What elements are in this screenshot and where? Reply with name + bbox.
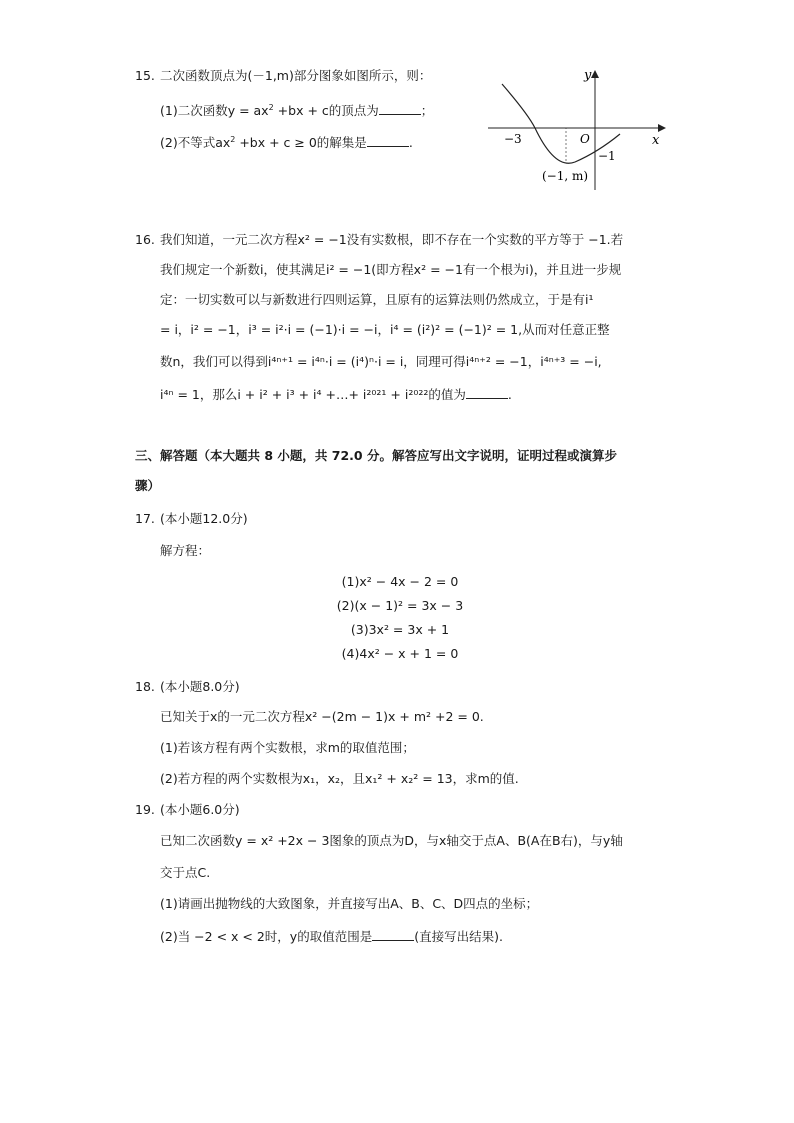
neg1-label: −1 xyxy=(598,149,616,163)
q15-part2: (2)不等式$ax^2 +bx + c \ge 0$的解集是 . xyxy=(160,135,413,151)
q16-line6 xyxy=(160,386,512,403)
q16-blank[interactable] xyxy=(466,386,508,399)
q16-line2: 我们规定一个新数i，使其满足i² = −1(即方程x² = −1有一个根为i)，并且进一步规 xyxy=(160,262,622,277)
q15-part2-post: +bx + c ≥ 0的解集是 xyxy=(235,135,367,151)
q15-number: 15. xyxy=(135,68,155,83)
q15-part1-end: ； xyxy=(420,103,434,119)
x-label: x xyxy=(652,133,660,148)
q15-part1: (1)二次函数$y = ax^2 +bx + c$的顶点为 ； xyxy=(160,103,434,119)
q18-part1: (1)若该方程有两个实数根，求m的取值范围； xyxy=(160,740,415,755)
q19-part2 xyxy=(160,928,503,945)
q15-part1-blank[interactable] xyxy=(379,102,421,115)
q16-line4: = i，i² = −1，i³ = i²·i = (−1)·i = −i，i⁴ = (i²)² = (−1)² = 1,从而对任意正整 xyxy=(160,322,610,337)
q17-eq1: (1)x² − 4x − 2 = 0 xyxy=(341,574,459,589)
q15-part2-end: . xyxy=(408,135,413,151)
q17-eq3: (3)3x² = 3x + 1 xyxy=(350,622,450,637)
q19-part2-pre: (2)当 −2 < x < 2时，y的取值范围是 xyxy=(160,929,373,944)
x-axis-arrow xyxy=(658,124,666,132)
q15-part2-blank[interactable] xyxy=(367,134,409,147)
q19-score: (本小题6.0分) xyxy=(160,802,240,817)
neg3-label: −3 xyxy=(504,132,522,146)
q16-line3: 定：一切实数可以与新数进行四则运算，且原有的运算法则仍然成立，于是有i¹ xyxy=(160,292,594,307)
q19-part1: (1)请画出抛物线的大致图象，并直接写出A、B、C、D四点的坐标； xyxy=(160,896,539,911)
q17-number: 17. xyxy=(135,511,155,526)
q16-line1: 我们知道，一元二次方程x² = −1没有实数根，即不存在一个实数的平方等于 −1.若 xyxy=(160,232,624,247)
q15-part1-pre: (1)二次函数y = ax xyxy=(160,103,269,119)
y-label: y xyxy=(584,68,592,83)
q15-parabola-figure xyxy=(480,62,670,192)
q15-part2-pre: (2)不等式ax xyxy=(160,135,231,151)
q16-line6-text: i⁴ⁿ = 1，那么i + i² + i³ + i⁴ +…+ i²⁰²¹ + i²⁰²²的值为 xyxy=(160,387,466,402)
q18-part2: (2)若方程的两个实数根为x₁，x₂，且x₁² + x₂² = 13，求m的值. xyxy=(160,771,519,786)
q18-stem: 已知关于x的一元二次方程x² −(2m − 1)x + m² +2 = 0. xyxy=(160,709,484,724)
q16-line6-end: . xyxy=(507,387,512,402)
q19-number: 19. xyxy=(135,802,155,817)
y-axis-arrow xyxy=(591,70,599,78)
q16-number: 16. xyxy=(135,232,155,247)
q17-eq4: (4)4x² − x + 1 = 0 xyxy=(341,646,459,661)
q18-number: 18. xyxy=(135,679,155,694)
q15-stem: 二次函数顶点为(－1,m)部分图象如图所示，则： xyxy=(160,68,432,83)
section3-heading-line2: 骤） xyxy=(135,478,161,493)
q19-stem-line2: 交于点C. xyxy=(160,865,211,880)
q17-intro: 解方程： xyxy=(160,543,211,558)
q17-score: (本小题12.0分) xyxy=(160,511,248,526)
q17-eq2: (2)(x − 1)² = 3x − 3 xyxy=(336,598,464,613)
q16-line5: 数n，我们可以得到i⁴ⁿ⁺¹ = i⁴ⁿ·i = (i⁴)ⁿ·i = i，同理可得i⁴ⁿ⁺² = −1，i⁴ⁿ⁺³ = −i, xyxy=(160,354,602,369)
q18-score: (本小题8.0分) xyxy=(160,679,240,694)
section3-heading-line1: 三、解答题（本大题共 8 小题，共 72.0 分。解答应写出文字说明，证明过程或演算步 xyxy=(135,448,617,463)
q19-blank[interactable] xyxy=(372,928,414,941)
q15-part1-post: +bx + c的顶点为 xyxy=(273,103,379,119)
q19-stem-line1: 已知二次函数y = x² +2x − 3图象的顶点为D，与x轴交于点A、B(A在B右)，与y轴 xyxy=(160,833,623,848)
q19-part2-post: (直接写出结果). xyxy=(414,929,503,944)
origin-label: O xyxy=(580,132,590,146)
vertex-label: (−1, m) xyxy=(542,169,589,183)
